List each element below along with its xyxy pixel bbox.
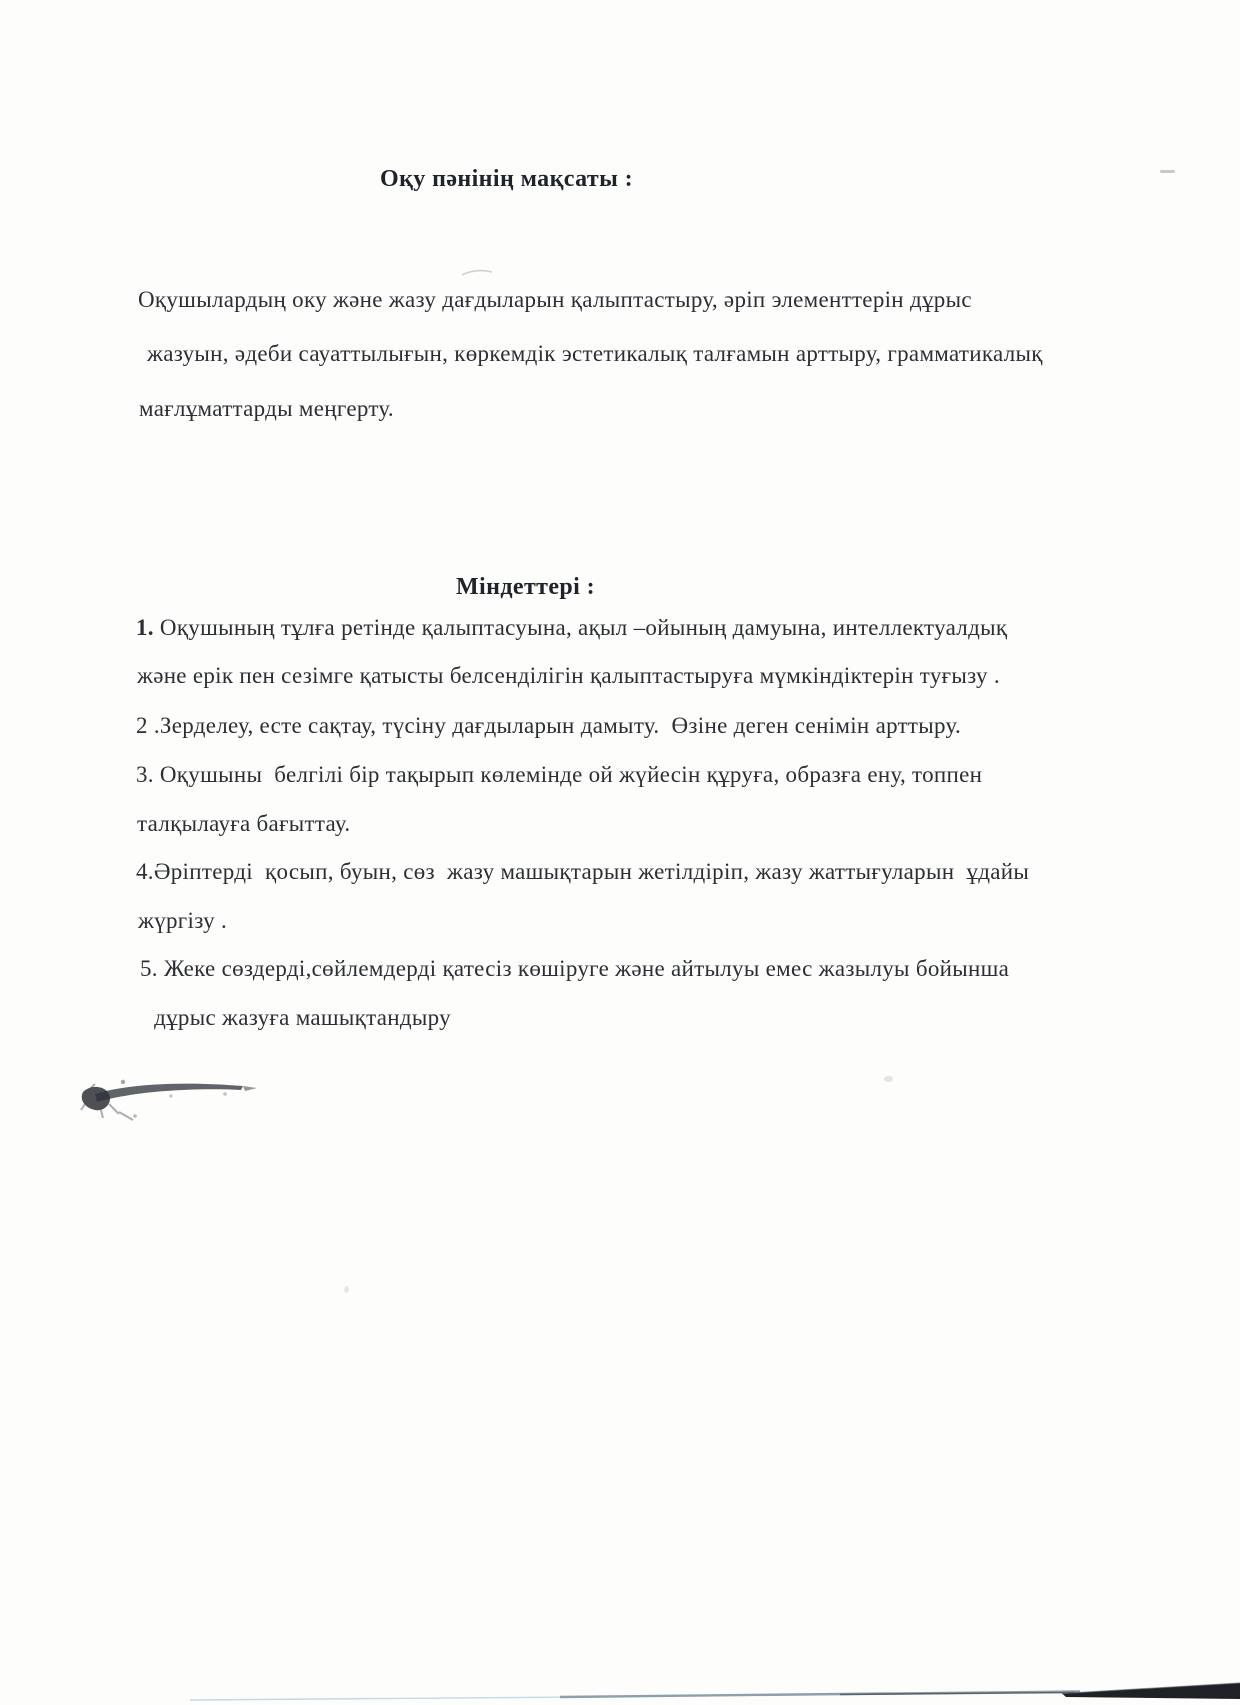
intro-line: Оқушылардың оку және жазу дағдыларын қалыптастыру, әріп элементтерін дұрыс bbox=[138, 287, 972, 312]
task-number: 1. bbox=[136, 615, 154, 640]
task-line: 3. Оқушыны белгілі бір тақырып көлемінде ой жүйесін құруға, образға ену, топпен bbox=[136, 762, 983, 787]
task-line: жүргізу . bbox=[138, 908, 228, 933]
intro-line: жазуын, әдеби сауаттылығын, көркемдік эстетикалық талғамын арттыру, грамматикалық bbox=[147, 341, 1043, 366]
task-line: талқылауға бағыттау. bbox=[137, 811, 351, 836]
task-line: 5. Жеке сөздерді,сөйлемдерді қатесіз көшіруге және айтылуы емес жазылуы бойынша bbox=[140, 956, 1010, 981]
document-title: Оқу пәнінің мақсаты : bbox=[380, 166, 634, 192]
scan-speck bbox=[344, 1286, 349, 1293]
scan-edge-line bbox=[0, 1675, 1240, 1705]
task-line bbox=[136, 614, 1007, 642]
task-line: дұрыс жазуға машықтандыру bbox=[142, 1005, 451, 1030]
faint-pencil-mark bbox=[460, 266, 494, 278]
intro-line: мағлұматтарды меңгерту. bbox=[139, 396, 394, 421]
scan-speck bbox=[884, 1076, 893, 1082]
task-line: және ерік пен сезімге қатысты белсенділігін қалыптастыруға мүмкіндіктерін туғызу . bbox=[137, 663, 1000, 688]
tasks-heading: Міндеттері : bbox=[456, 574, 595, 600]
ink-smudge bbox=[75, 1052, 275, 1132]
task-line: 2 .Зерделеу, есте сақтау, түсіну дағдыларын дамыту. Өзіне деген сенімін арттыру. bbox=[136, 713, 962, 738]
scan-speck bbox=[1160, 170, 1175, 173]
task-line: 4.Әріптерді қосып, буын, сөз жазу машықтарын жетілдіріп, жазу жаттығуларын ұдайы bbox=[136, 859, 1030, 884]
task-text: Оқушының тұлға ретінде қалыптасуына, ақыл –ойының дамуына, интеллектуалдық bbox=[153, 615, 1008, 640]
